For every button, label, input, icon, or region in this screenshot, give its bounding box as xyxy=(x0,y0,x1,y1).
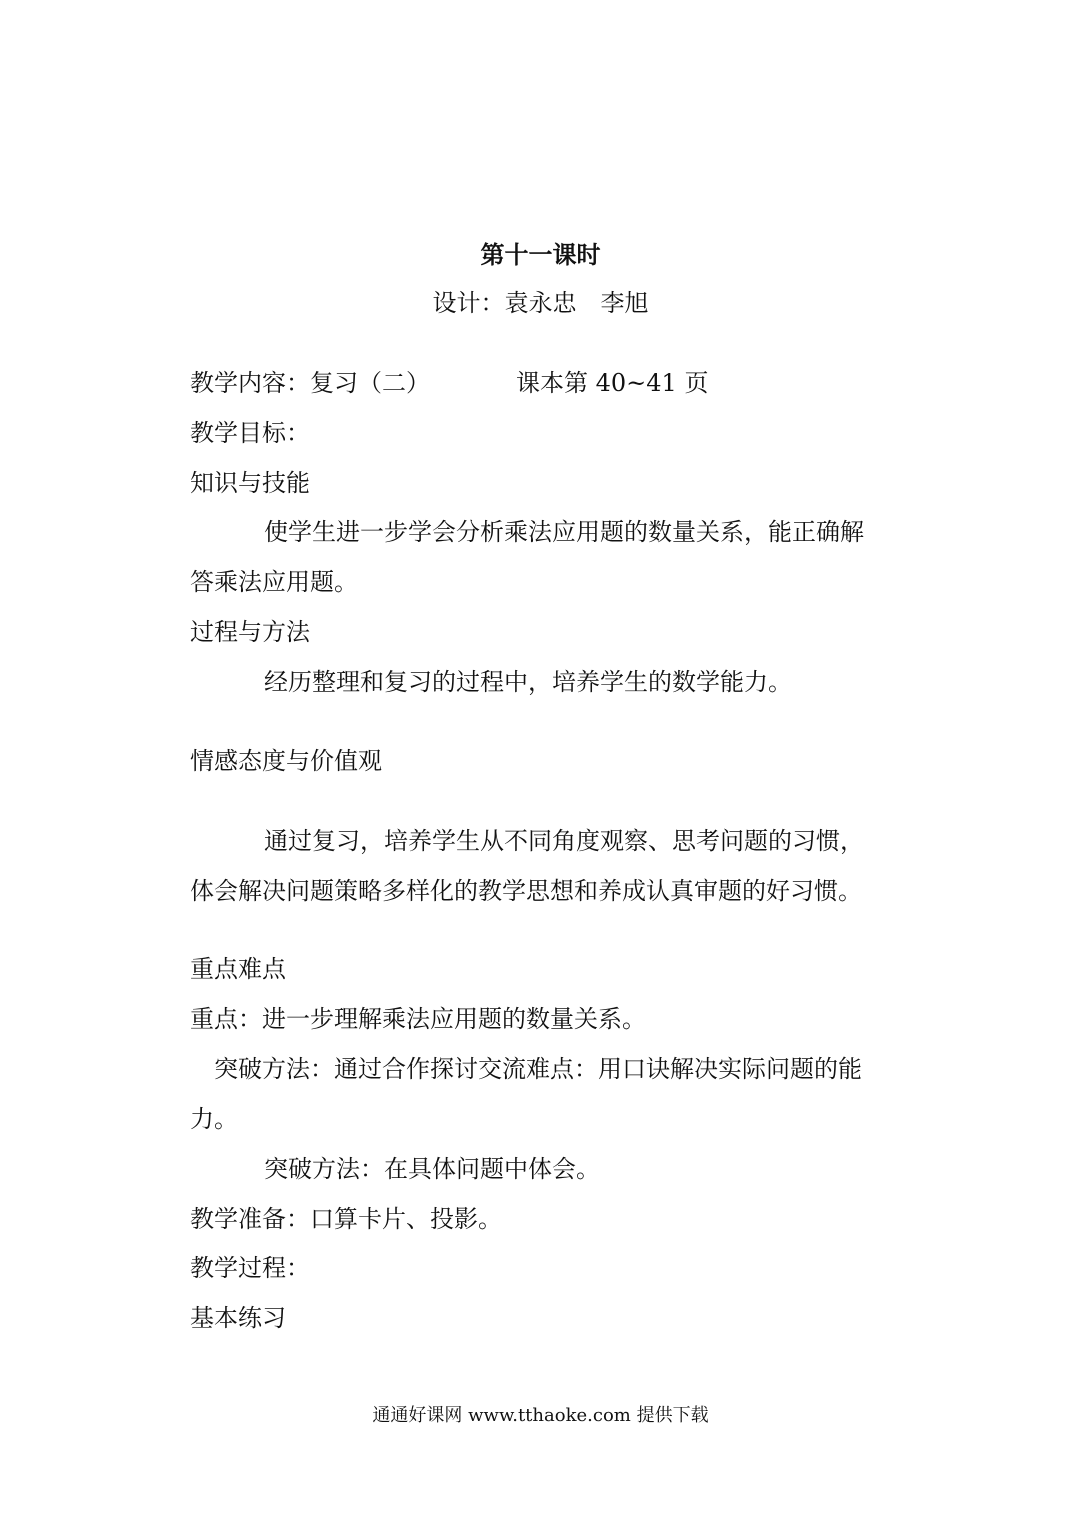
lesson-title: 第十一课时 xyxy=(480,240,601,269)
knowledge-heading: 知识与技能 xyxy=(190,469,310,497)
key-point: 重点：进一步理解乘法应用题的数量关系。 xyxy=(190,1005,646,1033)
method-line-1: 突破方法：通过合作探讨交流难点：用口诀解决实际问题的能 xyxy=(214,1055,862,1083)
emotion-text-1: 通过复习，培养学生从不同角度观察、思考问题的习惯， xyxy=(264,827,864,855)
method-line-2: 力。 xyxy=(190,1105,238,1133)
content-pages: 课本第 40~41 页 xyxy=(516,369,709,397)
footer-credit: 通通好课网 www.tthaoke.com 提供下载 xyxy=(372,1405,709,1426)
basic-practice: 基本练习 xyxy=(190,1304,286,1332)
knowledge-text-2: 答乘法应用题。 xyxy=(190,568,358,596)
content-label: 教学内容：复习（二） xyxy=(190,369,430,397)
key-heading: 重点难点 xyxy=(190,955,286,983)
process-text: 经历整理和复习的过程中，培养学生的数学能力。 xyxy=(264,668,792,696)
method-line-3: 突破方法：在具体问题中体会。 xyxy=(264,1155,600,1183)
prep-line: 教学准备：口算卡片、投影。 xyxy=(190,1205,502,1233)
process-label: 教学过程： xyxy=(190,1254,310,1282)
knowledge-text-1: 使学生进一步学会分析乘法应用题的数量关系，能正确解 xyxy=(264,518,864,546)
emotion-heading: 情感态度与价值观 xyxy=(190,747,382,775)
process-heading: 过程与方法 xyxy=(190,618,310,646)
goals-heading: 教学目标： xyxy=(190,419,310,447)
emotion-text-2: 体会解决问题策略多样化的教学思想和养成认真审题的好习惯。 xyxy=(190,877,862,905)
content-line xyxy=(190,368,708,398)
designer-line: 设计：袁永忠 李旭 xyxy=(432,289,649,317)
